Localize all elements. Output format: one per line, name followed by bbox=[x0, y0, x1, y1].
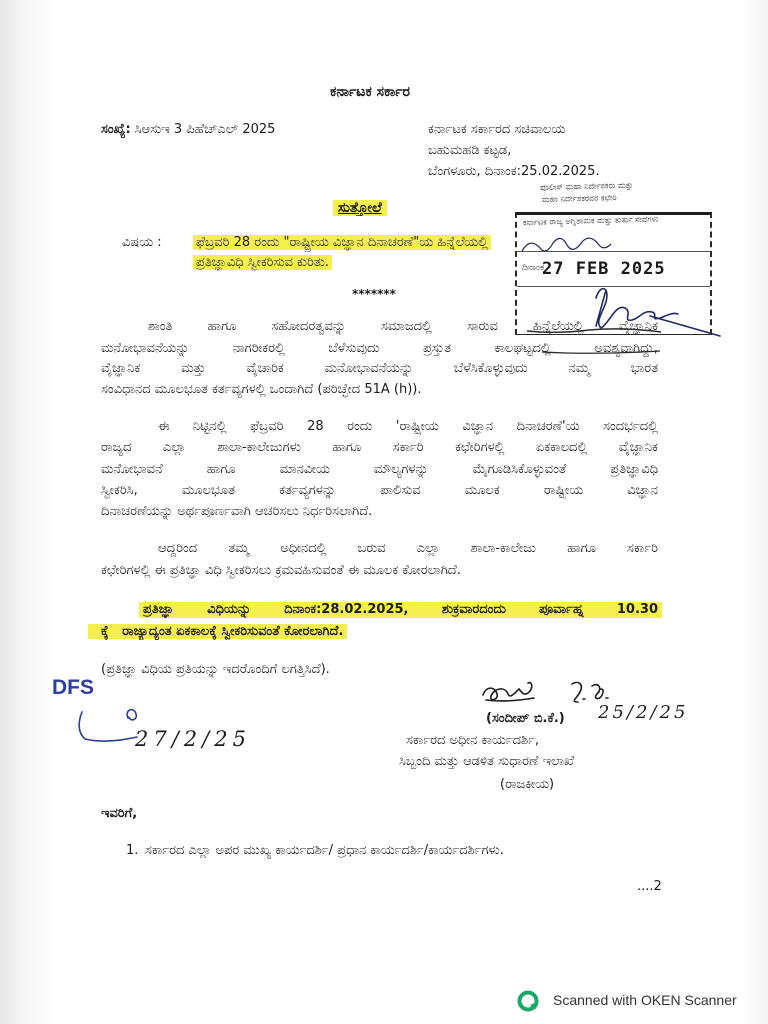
oken-logo-icon bbox=[516, 989, 540, 1013]
dfs-annotation: DFS bbox=[52, 676, 94, 699]
document-type: ಸುತ್ತೋಲೆ bbox=[333, 200, 387, 216]
address-date-line: ಬೆಂಗಳೂರು, ದಿನಾಂಕ:25.02.2025. bbox=[428, 164, 600, 179]
paragraph-1-line-1: ಶಾಂತಿ ಹಾಗೂ ಸಹೋದರತ್ವವನ್ನು ಸಮಾಜದಲ್ಲಿ ಸಾರುವ ಹಿನ್ನೆಲೆಯಲ್ಲಿ ವೈಜ್ಞಾನಿಕ bbox=[148, 319, 658, 334]
signatory-designation: ಸರ್ಕಾರದ ಅಧೀನ ಕಾರ್ಯದರ್ಶಿ, bbox=[406, 733, 540, 748]
paragraph-2-line-5: ದಿನಾಚರಣೆಯನ್ನು ಅರ್ಥಪೂರ್ಣವಾಗಿ ಆಚರಿಸಲು ನಿರ್ಧರಿಸಲಾಗಿದೆ. bbox=[101, 504, 373, 519]
officer-signature bbox=[483, 682, 608, 702]
stamp-line-1: ಪೊಲೀಸ್ ಮಹಾ ನಿರ್ದೇಶಕರು ಮತ್ತು bbox=[539, 180, 634, 192]
instruction-line-2 bbox=[88, 624, 648, 640]
recipients-label: ಇವರಿಗೆ, bbox=[101, 806, 138, 821]
subject-line-1-text: ಫೆಬ್ರವರಿ 28 ರಂದು "ರಾಷ್ಟ್ರೀಯ ವಿಜ್ಞಾನ ದಿನಾಚರಣೆ"ಯ ಹಿನ್ನೆಲೆಯಲ್ಲಿ bbox=[193, 235, 491, 250]
page-title: ಕರ್ನಾಟಕ ಸರ್ಕಾರ bbox=[330, 84, 410, 100]
paragraph-3-line-1: ಆದ್ದರಿಂದ ತಮ್ಮ ಅಧೀನದಲ್ಲಿ ಬರುವ ಎಲ್ಲಾ ಶಾಲಾ-ಕಾಲೇಜು ಹಾಗೂ ಸರ್ಕಾರಿ bbox=[158, 541, 658, 556]
stamp-frame bbox=[515, 212, 712, 335]
stamp-date-row bbox=[517, 251, 710, 287]
paragraph-3-line-2: ಕಛೇರಿಗಳಲ್ಲಿ ಈ ಪ್ರತಿಜ್ಞಾ ವಿಧಿ ಸ್ವೀಕರಿಸಲು ಕ್ರಮವಹಿಸುವಂತೆ ಈ ಮೂಲಕ ಕೋರಲಾಗಿದೆ. bbox=[101, 563, 461, 578]
paragraph-2-line-3: ಮನೋಭಾವನೆ ಹಾಗೂ ಮಾನವೀಯ ಮೌಲ್ಯಗಳನ್ನು ಮೈಗೂಡಿಸಿಕೊಳ್ಳುವಂತೆ ಪ್ರತಿಜ್ಞಾವಿಧಿ bbox=[101, 462, 658, 477]
received-stamp bbox=[512, 180, 722, 340]
subject-line-1 bbox=[193, 235, 518, 251]
stamp-line-2: ಮಹಾ ನಿರ್ದೇಶಕರವರ ಕಛೇರಿ bbox=[541, 193, 617, 204]
stamp-line-3: ಕರ್ನಾಟಕ ರಾಜ್ಯ ಅಗ್ನಿಶಾಮಕ ಮತ್ತು ತುರ್ತು ಸೇವೆಗಳು bbox=[522, 214, 659, 227]
signatory-section: (ರಾಜಕೀಯ) bbox=[500, 777, 555, 792]
stamp-date: 27 FEB 2025 bbox=[542, 259, 666, 279]
page-continuation: ....2 bbox=[637, 879, 662, 894]
signature-date: 25/2/25 bbox=[598, 702, 689, 723]
recipient-number: 1. bbox=[126, 843, 139, 858]
stamp-date-label: ದಿನಾಂಕ bbox=[522, 263, 545, 273]
subject-label: ವಿಷಯ : bbox=[122, 235, 162, 250]
address-line-1: ಕರ್ನಾಟಕ ಸರ್ಕಾರದ ಸಚಿವಾಲಯ bbox=[428, 122, 566, 137]
paragraph-2-line-2: ರಾಜ್ಯದ ಎಲ್ಲಾ ಶಾಲಾ-ಕಾಲೇಜುಗಳು ಹಾಗೂ ಸರ್ಕಾರಿ ಕಛೇರಿಗಳಲ್ಲಿ ಏಕಕಾಲದಲ್ಲಿ ವೈಜ್ಞಾನಿಕ bbox=[101, 440, 658, 455]
subject-line-2-text: ಪ್ರತಿಜ್ಞಾವಿಧಿ ಸ್ವೀಕರಿಸುವ ಕುರಿತು. bbox=[193, 255, 332, 270]
scanner-watermark-text: Scanned with OKEN Scanner bbox=[553, 992, 737, 1008]
signatory-name: (ಸಂದೀಪ್ ಬಿ.ಕೆ.) bbox=[486, 711, 565, 726]
instruction-line-2-text: ಕ್ಕೆ ರಾಜ್ಯಾದ್ಯಂತ ಏಕಕಾಲಕ್ಕೆ ಸ್ವೀಕರಿಸುವಂತೆ ಕೋರಲಾಗಿದೆ. bbox=[88, 624, 347, 639]
address-line-2: ಬಹುಮಹಡಿ ಕಟ್ಟಡ, bbox=[428, 143, 512, 158]
recipient-text: ಸರ್ಕಾರದ ಎಲ್ಲಾ ಅಪರ ಮುಖ್ಯ ಕಾರ್ಯದರ್ಶಿ/ ಪ್ರಧಾನ ಕಾರ್ಯದರ್ಶಿ/ಕಾರ್ಯದರ್ಶಿಗಳು. bbox=[145, 843, 504, 858]
reference-label: ಸಂಖ್ಯೆ: bbox=[101, 122, 131, 137]
enclosure-note: (ಪ್ರತಿಜ್ಞಾ ವಿಧಿಯ ಪ್ರತಿಯನ್ನು ಇದರೊಂದಿಗೆ ಲಗತ್ತಿಸಿದೆ). bbox=[101, 662, 330, 677]
reference-number bbox=[101, 122, 401, 138]
instruction-line-1: ಪ್ರತಿಜ್ಞಾ ವಿಧಿಯನ್ನು ದಿನಾಂಕ:28.02.2025, ಶುಕ್ರವಾರದಂದು ಪೂರ್ವಾಹ್ನ 10.30 bbox=[139, 602, 662, 618]
paragraph-1-line-4: ಸಂವಿಧಾನದ ಮೂಲಭೂತ ಕರ್ತವ್ಯಗಳಲ್ಲಿ ಒಂದಾಗಿದೆ (ಪರಿಚ್ಛೇದ 51A (h)). bbox=[101, 382, 422, 397]
paragraph-2-line-4: ಸ್ವೀಕರಿಸಿ, ಮೂಲಭೂತ ಕರ್ತವ್ಯಗಳನ್ನು ಪಾಲಿಸುವ ಮೂಲಕ ರಾಷ್ಟ್ರೀಯ ವಿಜ್ಞಾನ bbox=[101, 483, 658, 498]
paragraph-1-line-3: ವೈಜ್ಞಾನಿಕ ಮತ್ತು ವೈಚಾರಿಕ ಮನೋಭಾವನೆಯನ್ನು ಬೆಳೆಸಿಕೊಳ್ಳುವುದು ನಮ್ಮ ಭಾರತ bbox=[101, 361, 658, 376]
subject-line-2 bbox=[193, 255, 513, 271]
separator: ******* bbox=[352, 287, 396, 301]
signatory-department: ಸಿಬ್ಬಂದಿ ಮತ್ತು ಆಡಳಿತ ಸುಧಾರಣೆ ಇಲಾಖೆ bbox=[399, 754, 575, 769]
dfs-annotation-date: 27/2/25 bbox=[135, 727, 251, 751]
paragraph-1-line-2: ಮನೋಭಾವನೆಯನ್ನು ನಾಗರೀಕರಲ್ಲಿ ಬೆಳೆಸುವುದು ಪ್ರಸ್ತುತ ಕಾಲಘಟ್ಟದಲ್ಲಿ ಅವಶ್ಯವಾಗಿದ್ದು, bbox=[101, 341, 658, 356]
reference-value: ಸಿಆಸುಇ 3 ಪಿಹೆಚ್‌ಎಲ್ 2025 bbox=[134, 122, 276, 137]
paragraph-2-line-1: ಈ ನಿಟ್ಟಿನಲ್ಲಿ ಫೆಬ್ರವರಿ 28 ರಂದು 'ರಾಷ್ಟ್ರೀಯ ವಿಜ್ಞಾನ ದಿನಾಚರಣೆ'ಯ ಸಂದರ್ಭದಲ್ಲಿ bbox=[158, 419, 658, 434]
dfs-hook-mark bbox=[79, 710, 137, 741]
